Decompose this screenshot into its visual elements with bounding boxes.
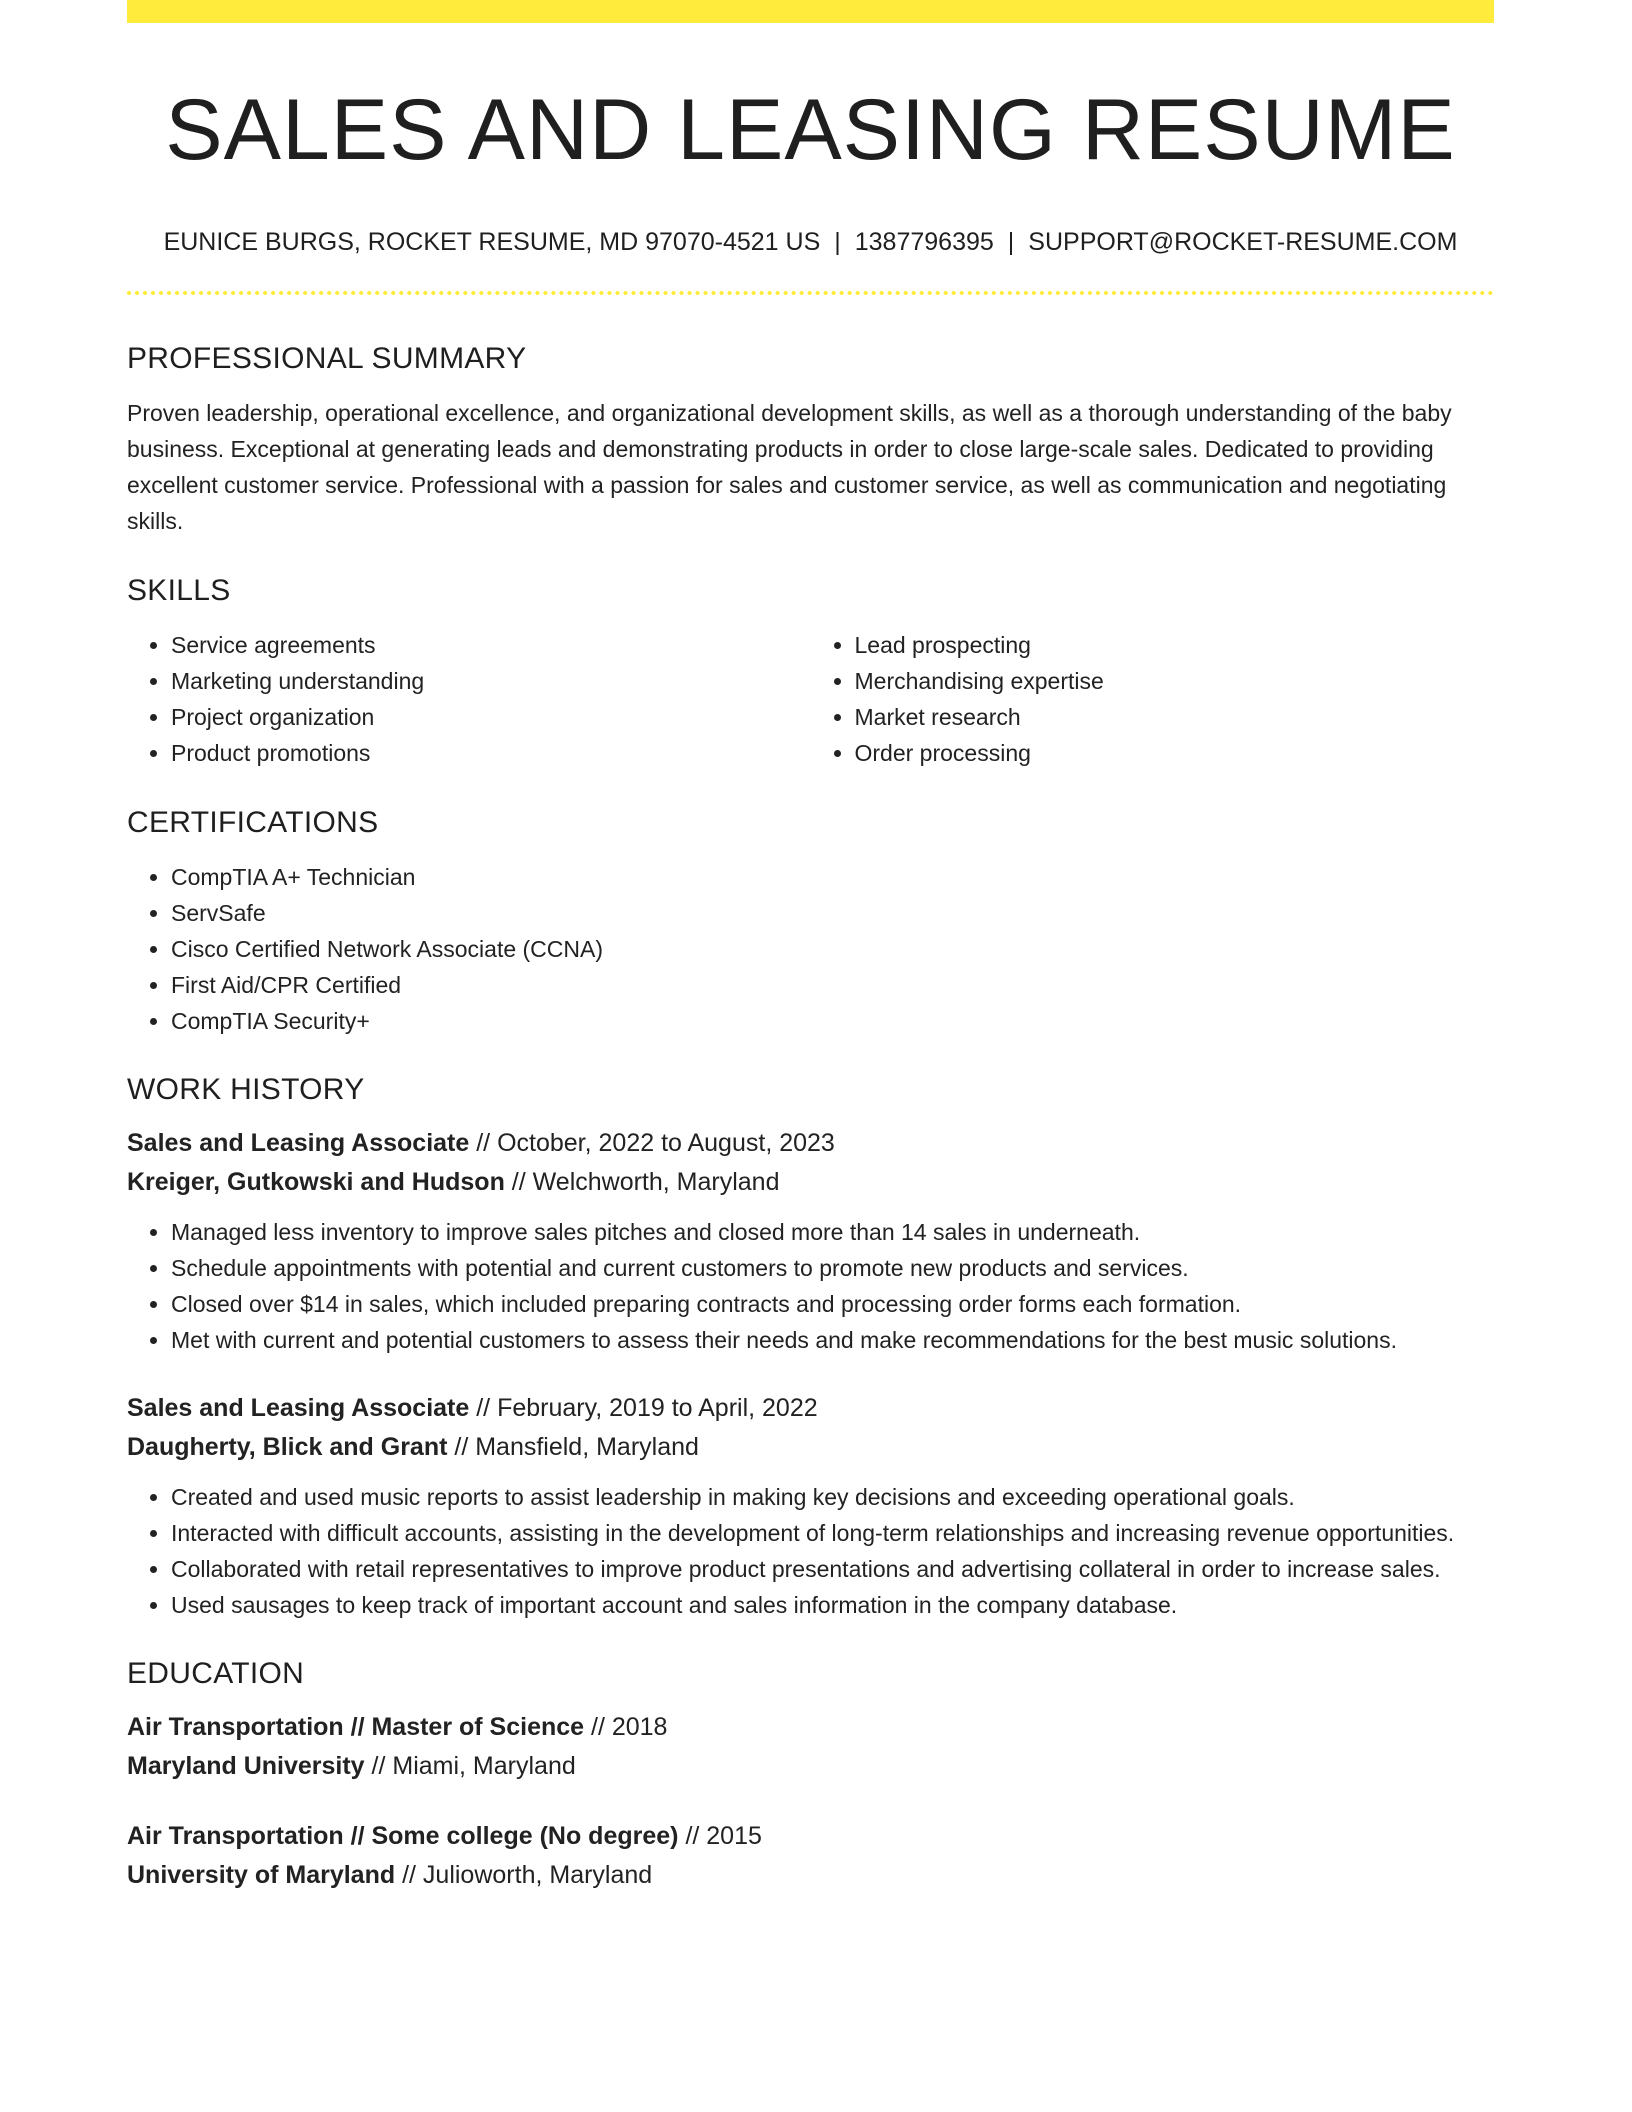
job-bullet: • Schedule appointments with potential and current customers to promote new products and services.: [171, 1250, 1494, 1286]
job-bullet: • Interacted with difficult accounts, assisting in the development of long-term relationships and increasing revenue opportunities.: [171, 1515, 1494, 1551]
resume-title: SALES AND LEASING RESUME: [165, 82, 1456, 178]
job-bullets: [127, 1479, 1494, 1623]
certification-item: • CompTIA Security+: [171, 1003, 1494, 1039]
skill-item: • Market research: [855, 699, 1495, 735]
resume-page: [127, 0, 1494, 1895]
certification-item: • Cisco Certified Network Associate (CCNA): [171, 931, 1494, 967]
skills-column-left: [127, 627, 811, 771]
job-bullet: • Used sausages to keep track of important account and sales information in the company database.: [171, 1587, 1494, 1623]
contact-email: SUPPORT@ROCKET-RESUME.COM: [1028, 228, 1458, 257]
job-entry: [127, 1124, 1494, 1358]
skill-item: • Merchandising expertise: [855, 663, 1495, 699]
job-bullet: • Managed less inventory to improve sales pitches and closed more than 14 sales in underneath.: [171, 1214, 1494, 1250]
contact-address: EUNICE BURGS, ROCKET RESUME, MD 97070-4521 US: [163, 228, 821, 257]
school: University of Maryland: [127, 1861, 396, 1890]
summary-heading: PROFESSIONAL SUMMARY: [127, 342, 527, 376]
skill-item: • Marketing understanding: [171, 663, 811, 699]
job-company: Kreiger, Gutkowski and Hudson: [127, 1168, 505, 1197]
job-dates: // October, 2022 to August, 2023: [469, 1129, 835, 1158]
job-title-line: [127, 1389, 1494, 1428]
skill-item: • Project organization: [171, 699, 811, 735]
job-location: // Mansfield, Maryland: [447, 1433, 699, 1462]
contact-line: [127, 228, 1494, 257]
certifications-list: [127, 859, 1494, 1039]
skill-item: • Product promotions: [171, 735, 811, 771]
degree: Air Transportation // Master of Science: [127, 1713, 585, 1742]
degree-year: // 2015: [678, 1822, 762, 1851]
skill-item: • Order processing: [855, 735, 1495, 771]
job-entry: [127, 1389, 1494, 1623]
job-title: Sales and Leasing Associate: [127, 1394, 470, 1423]
school-location: // Miami, Maryland: [364, 1752, 576, 1781]
summary-text: Proven leadership, operational excellence, and organizational development skills, as well as a thorough understanding of the baby business. Exceptional at generating leads and demonstrating products in order to close large-scale sales. Dedicated to providing excellent customer service. Professional with a passion for sales and customer service, as well as communication and negotiating skills.: [127, 400, 1452, 535]
certification-item: • CompTIA A+ Technician: [171, 859, 1494, 895]
contact-separator: |: [1007, 228, 1015, 257]
job-bullet: • Collaborated with retail representatives to improve product presentations and advertising collateral in order to increase sales.: [171, 1551, 1494, 1587]
certification-item: • ServSafe: [171, 895, 1494, 931]
certifications-heading: CERTIFICATIONS: [127, 806, 379, 840]
job-title-line: [127, 1124, 1494, 1163]
degree-line: [127, 1817, 1494, 1856]
school: Maryland University: [127, 1752, 365, 1781]
job-bullets: [127, 1214, 1494, 1358]
school-line: [127, 1856, 1494, 1895]
job-dates: // February, 2019 to April, 2022: [469, 1394, 818, 1423]
skills-column-right: [811, 627, 1495, 771]
skills-heading: SKILLS: [127, 574, 231, 608]
contact-separator: |: [834, 228, 841, 257]
job-company-line: [127, 1163, 1494, 1202]
accent-top-bar: [127, 0, 1494, 23]
job-bullet: • Met with current and potential customers to assess their needs and make recommendations for the best music solutions.: [171, 1322, 1494, 1358]
education-entry: [127, 1708, 1494, 1786]
job-bullet: • Created and used music reports to assist leadership in making key decisions and exceeding operational goals.: [171, 1479, 1494, 1515]
job-location: // Welchworth, Maryland: [504, 1168, 780, 1197]
education-entry: [127, 1817, 1494, 1895]
school-line: [127, 1747, 1494, 1786]
contact-phone: 1387796395: [854, 228, 994, 257]
skill-item: • Lead prospecting: [855, 627, 1495, 663]
job-company: Daugherty, Blick and Grant: [127, 1433, 448, 1462]
certification-item: • First Aid/CPR Certified: [171, 967, 1494, 1003]
school-location: // Julioworth, Maryland: [395, 1861, 653, 1890]
degree-year: // 2018: [584, 1713, 668, 1742]
dotted-divider: [127, 291, 1494, 295]
skill-item: • Service agreements: [171, 627, 811, 663]
job-company-line: [127, 1428, 1494, 1467]
skills-list: [127, 627, 1494, 771]
work-history-heading: WORK HISTORY: [127, 1073, 365, 1107]
degree-line: [127, 1708, 1494, 1747]
job-bullet: • Closed over $14 in sales, which included preparing contracts and processing order forms each formation.: [171, 1286, 1494, 1322]
degree: Air Transportation // Some college (No degree): [127, 1822, 679, 1851]
education-heading: EDUCATION: [127, 1657, 305, 1691]
job-title: Sales and Leasing Associate: [127, 1129, 470, 1158]
